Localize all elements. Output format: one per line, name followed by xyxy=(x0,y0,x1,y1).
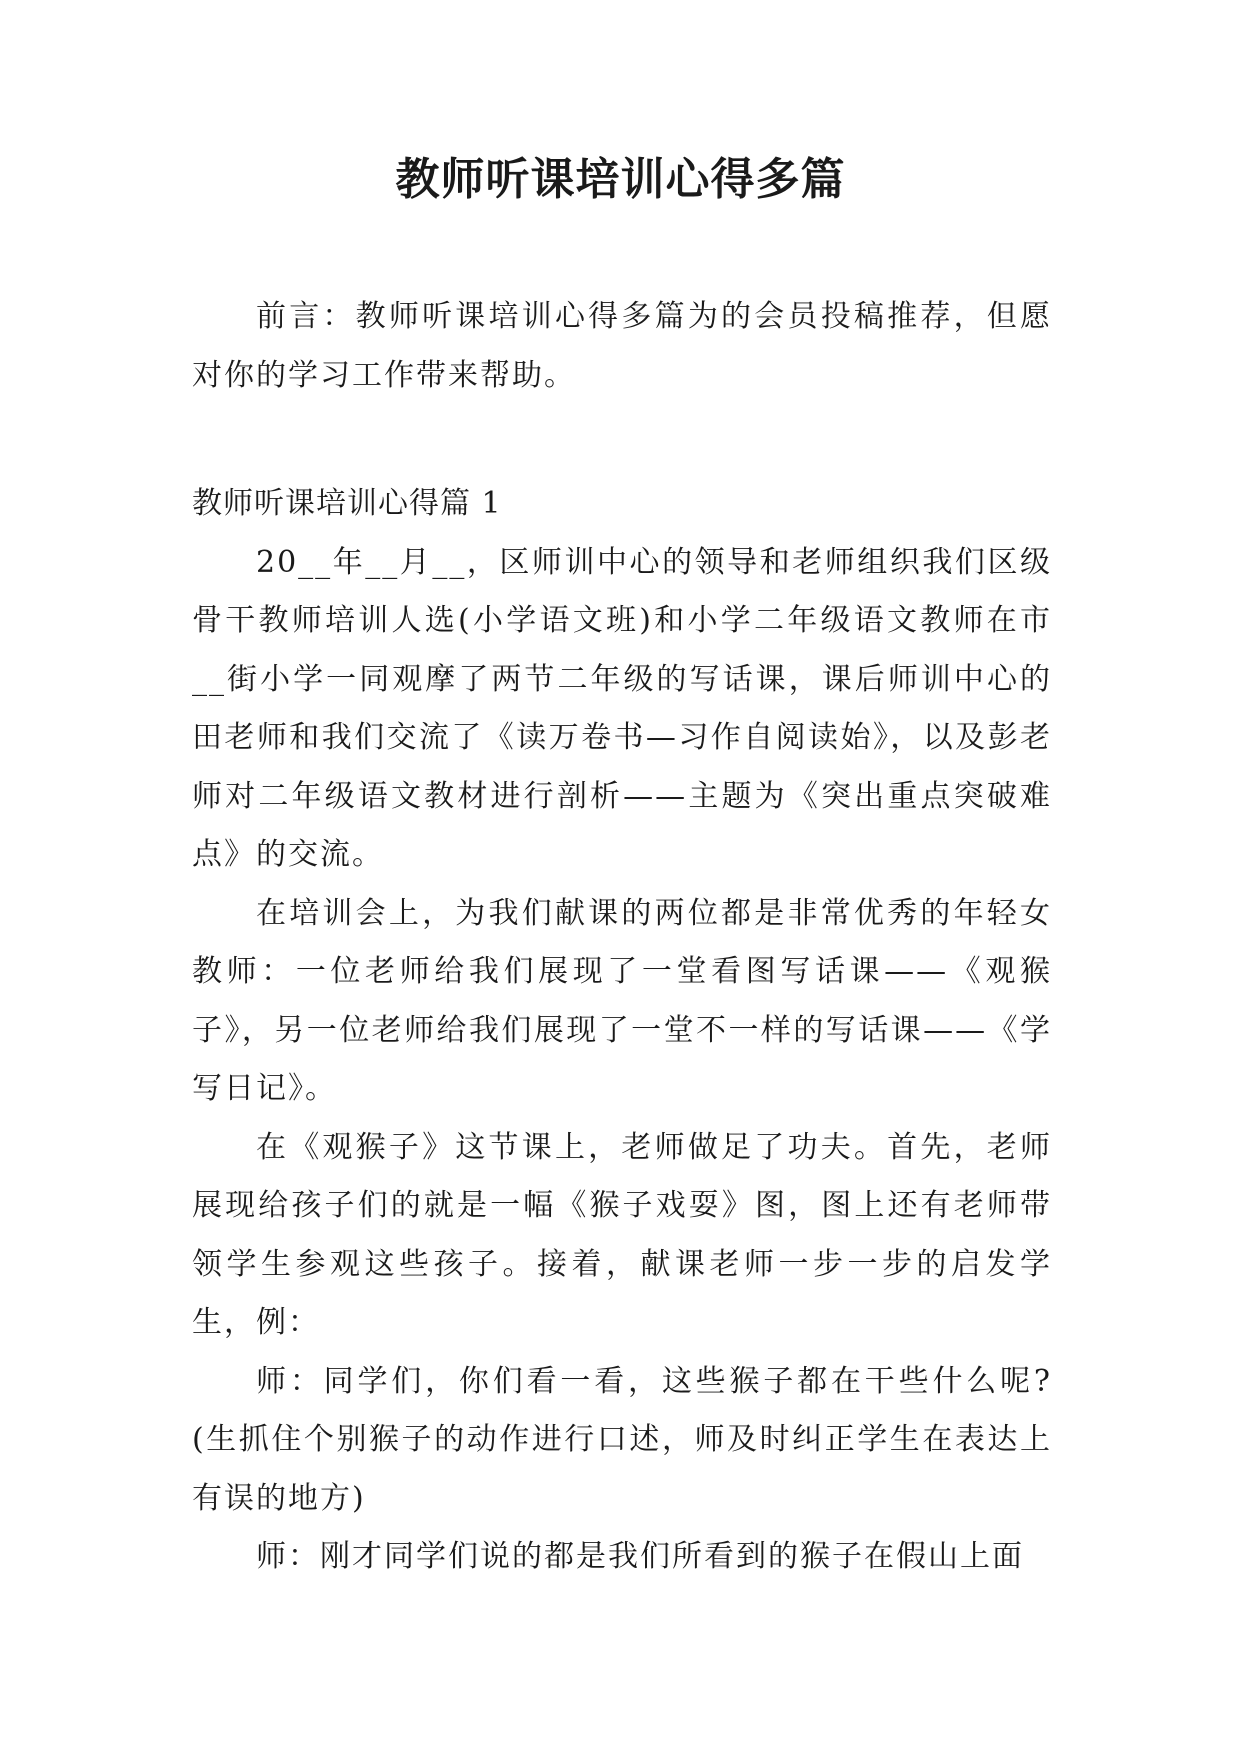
body-paragraph: 在培训会上，为我们献课的两位都是非常优秀的年轻女教师：一位老师给我们展现了一堂看图写话课——《观猴子》，另一位老师给我们展现了一堂不一样的写话课——《学写日记》。 xyxy=(192,895,1052,1106)
body-paragraph: 20__年__月__，区师训中心的领导和老师组织我们区级骨干教师培训人选(小学语文班)和小学二年级语文教师在市__街小学一同观摩了两节二年级的写话课，课后师训中心的田老师和我们交流了《读万卷书—习作自阅读始》，以及彭老师对二年级语文教材进行剖析——主题为《突出重点突破难点》的交流。 xyxy=(192,544,1052,872)
document-title: 教师听课培训心得多篇 xyxy=(395,154,846,205)
section-heading: 教师听课培训心得篇 1 xyxy=(192,486,502,521)
preface-paragraph: 前言：教师听课培训心得多篇为的会员投稿推荐，但愿对你的学习工作带来帮助。 xyxy=(192,299,1052,393)
document-body xyxy=(192,288,1052,1587)
body-paragraph: 在《观猴子》这节课上，老师做足了功夫。首先，老师展现给孩子们的就是一幅《猴子戏耍》图，图上还有老师带领学生参观这些孩子。接着，献课老师一步一步的启发学生，例： xyxy=(192,1129,1052,1340)
body-paragraph: 师：同学们，你们看一看，这些猴子都在干些什么呢?(生抓住个别猴子的动作进行口述，师及时纠正学生在表达上有误的地方) xyxy=(192,1363,1052,1516)
body-paragraph: 师：刚才同学们说的都是我们所看到的猴子在假山上面 xyxy=(256,1539,1024,1574)
